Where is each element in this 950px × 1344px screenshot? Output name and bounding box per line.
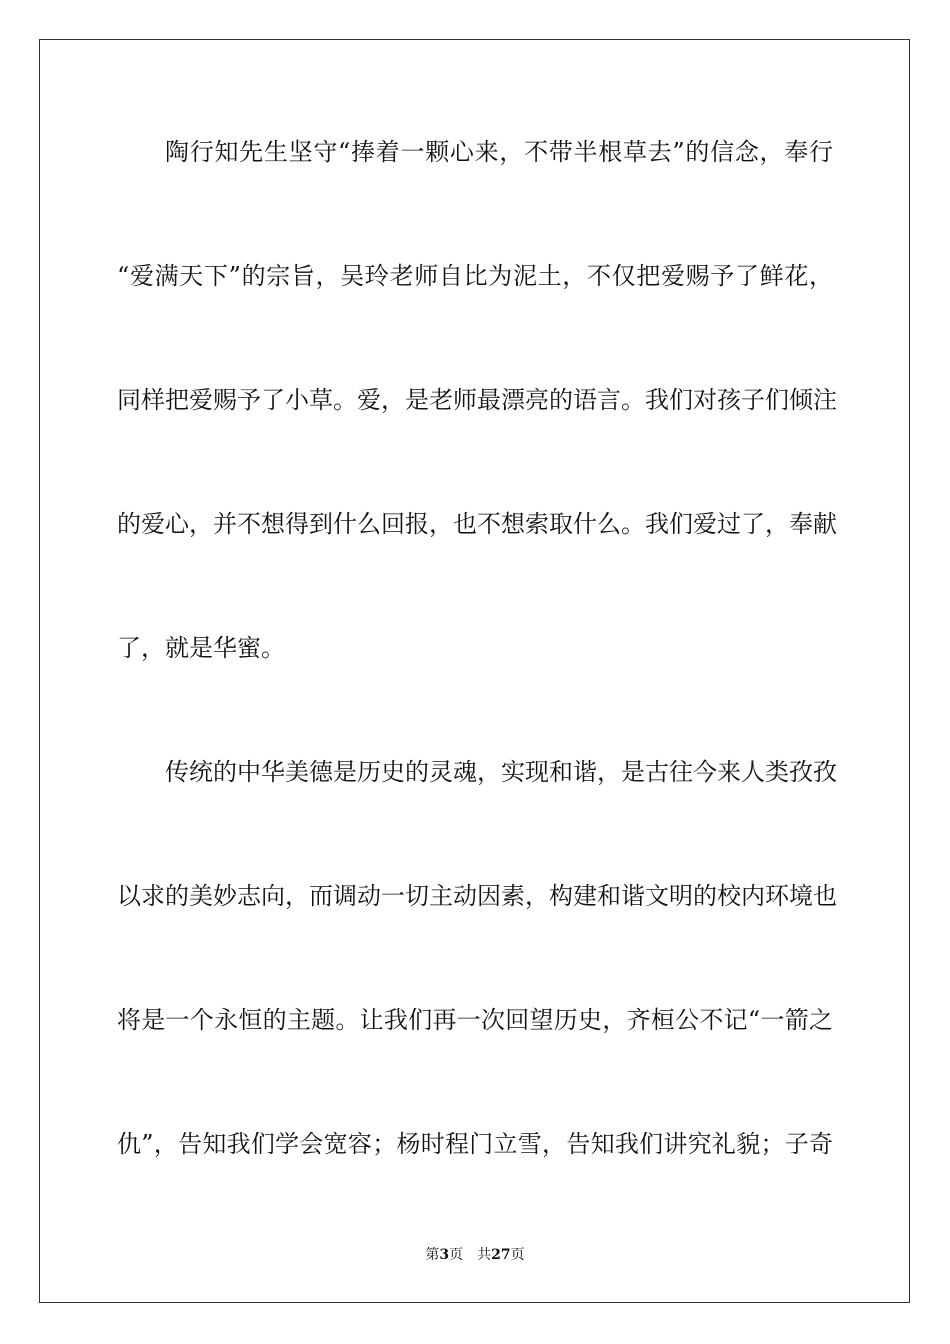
paragraph-1-line-4: 的爱心，并不想得到什么回报，也不想索取什么。我们爱过了，奉献 <box>117 510 837 538</box>
footer-total-prefix: 共 <box>477 1247 492 1263</box>
paragraph-2-line-4: 仇”，告知我们学会宽容；杨时程门立雪，告知我们讲究礼貌；子奇 <box>117 1130 833 1158</box>
paragraph-1-line-1: 陶行知先生坚守“捧着一颗心来，不带半根草去”的信念，奉行 <box>165 138 833 166</box>
paragraph-2-line-2: 以求的美妙志向，而调动一切主动因素，构建和谐文明的校内环境也 <box>117 882 837 910</box>
page-border <box>39 39 910 1303</box>
paragraph-1-line-2: “爱满天下”的宗旨，吴玲老师自比为泥土，不仅把爱赐予了鲜花， <box>117 262 833 290</box>
footer-page-number: 3 <box>439 1247 450 1263</box>
footer-page-suffix: 页 <box>449 1247 464 1263</box>
page-footer <box>0 1246 950 1264</box>
paragraph-1-line-5: 了，就是华蜜。 <box>117 634 285 662</box>
footer-total-suffix: 页 <box>510 1247 525 1263</box>
paragraph-1-line-3: 同样把爱赐予了小草。爱，是老师最漂亮的语言。我们对孩子们倾注 <box>117 386 837 414</box>
paragraph-2-line-1: 传统的中华美德是历史的灵魂，实现和谐，是古往今来人类孜孜 <box>165 758 837 786</box>
paragraph-2-line-3: 将是一个永恒的主题。让我们再一次回望历史，齐桓公不记“一箭之 <box>117 1006 833 1034</box>
footer-page-prefix: 第 <box>425 1247 440 1263</box>
footer-total-pages: 27 <box>491 1247 511 1263</box>
